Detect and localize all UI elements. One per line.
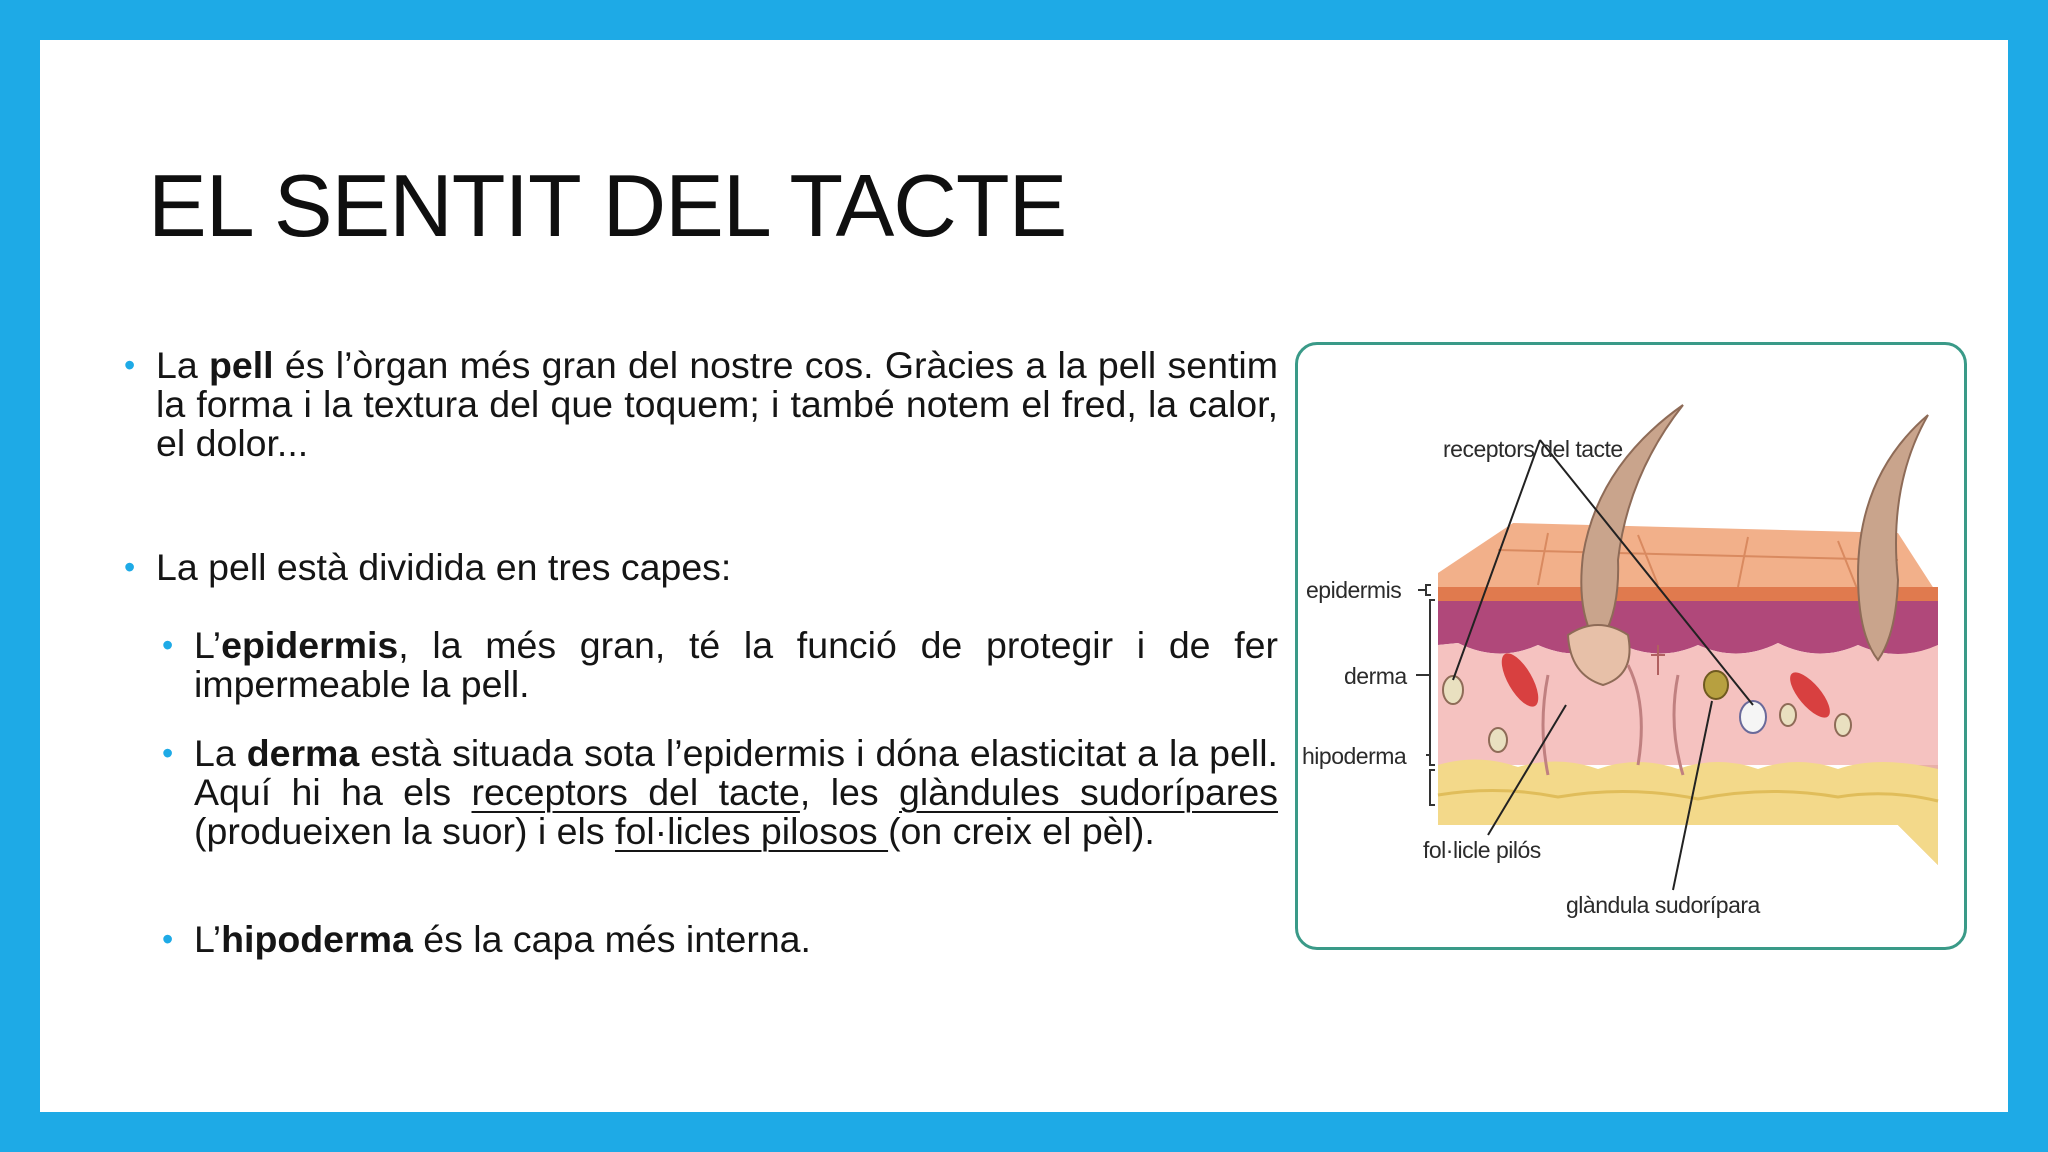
term-derma: derma: [246, 732, 360, 774]
label-follicle: fol·licle pilós: [1423, 837, 1541, 863]
sweat-gland: [1704, 671, 1728, 699]
slide-title: EL SENTIT DEL TACTE: [148, 156, 1067, 255]
underlined-receptors: receptors del tacte: [471, 771, 800, 813]
skin-cross-section-diagram: [1298, 345, 1964, 947]
skin-diagram-frame: [1295, 342, 1967, 950]
underlined-follicles: fol·licles pilosos: [615, 810, 889, 852]
receptor-1: [1443, 676, 1463, 704]
label-epidermis: epidermis: [1306, 577, 1402, 603]
label-hipoderma: hipoderma: [1302, 743, 1407, 769]
label-glandula: glàndula sudorípara: [1566, 892, 1760, 918]
term-pell: pell: [208, 344, 274, 386]
underlined-glandules: glàndules sudorípares: [899, 771, 1279, 813]
slide: [40, 40, 2008, 1112]
term-epidermis: epidermis: [221, 624, 399, 666]
receptor-3: [1740, 701, 1766, 733]
bullet-capes: • La pell està dividida en tres capes:: [156, 548, 1278, 587]
label-derma: derma: [1344, 663, 1407, 689]
receptor-2: [1489, 728, 1507, 752]
sub-bullet-epidermis: • L’epidermis, la més gran, té la funció de protegir i de fer impermeable la pell.: [194, 626, 1278, 704]
bullet-pell: • La pell és l’òrgan més gran del nostre cos. Gràcies a la pell sentim la forma i la textura del que toquem; i també notem el fred, la calor, el dolor...: [156, 346, 1278, 463]
sub-bullet-derma: • La derma està situada sota l’epidermis i dóna elasticitat a la pell. Aquí hi ha els receptors del tacte, les glàndules sudorípares (produeixen la suor) i els fol·licles pilosos (on creix el pèl).: [194, 734, 1278, 851]
sub-bullet-hipoderma: • L’hipoderma és la capa més interna.: [194, 920, 1278, 959]
label-receptors: receptors del tacte: [1443, 436, 1623, 462]
term-hipoderma: hipoderma: [221, 918, 413, 960]
